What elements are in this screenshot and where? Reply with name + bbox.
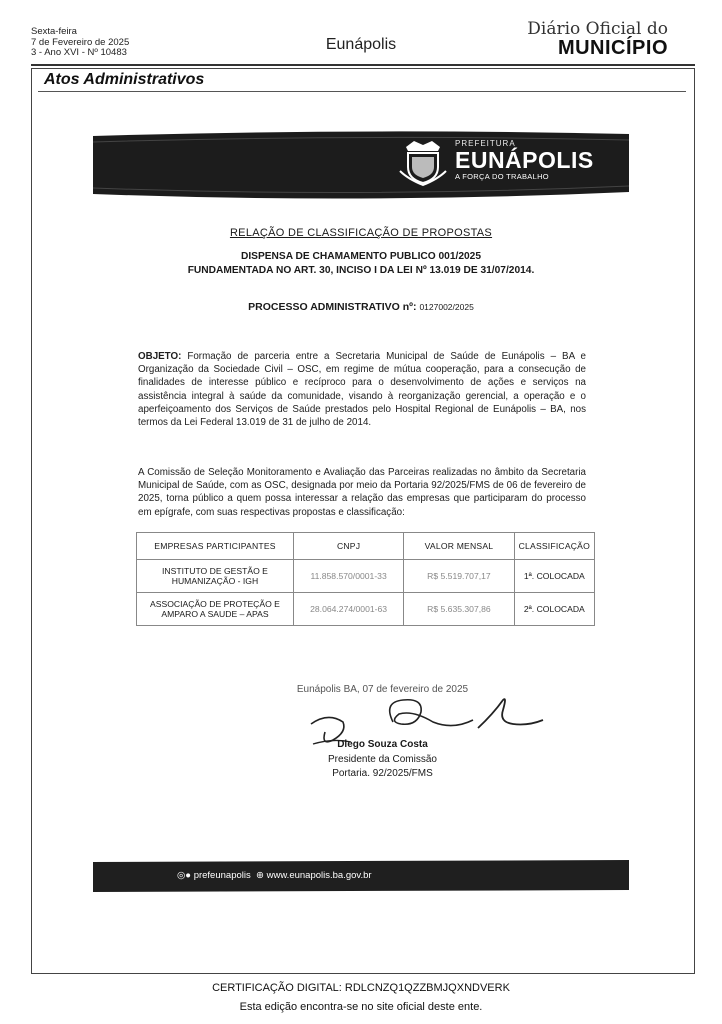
company-name-line2: AMPARO A SAUDE – APAS bbox=[161, 609, 269, 619]
document-title: RELAÇÃO DE CLASSIFICAÇÃO DE PROPOSTAS bbox=[229, 227, 493, 239]
table-row bbox=[137, 593, 595, 626]
company-rank: 1ª. COLOCADA bbox=[514, 560, 594, 593]
document-subtitle-line2: FUNDAMENTADA NO ART. 30, INCISO I DA LEI Nº 13.019 DE 31/07/2014. bbox=[187, 265, 535, 276]
classification-table bbox=[136, 532, 595, 626]
objeto-paragraph bbox=[138, 350, 586, 429]
banner-brand bbox=[455, 139, 594, 181]
social-handle: prefeunapolis bbox=[193, 870, 251, 881]
header-divider bbox=[31, 64, 695, 66]
digital-certification: CERTIFICAÇÃO DIGITAL: RDLCNZQ1QZZBMJQXNDVERK bbox=[212, 982, 510, 994]
banner-prefix: PREFEITURA bbox=[455, 139, 516, 148]
instagram-icon: ◎ bbox=[177, 870, 186, 881]
website-link[interactable]: www.eunapolis.ba.gov.br bbox=[266, 870, 372, 881]
globe-icon: ⊕ bbox=[256, 870, 264, 881]
document-subtitle-line1: DISPENSA DE CHAMAMENTO PUBLICO 001/2025 bbox=[240, 251, 482, 262]
objeto-label: OBJETO: bbox=[138, 351, 182, 362]
footer-contacts bbox=[177, 870, 372, 881]
company-name-line2: HUMANIZAÇÃO - IGH bbox=[171, 576, 259, 586]
company-name bbox=[137, 560, 294, 593]
signature-place-date: Eunápolis BA, 07 de fevereiro de 2025 bbox=[296, 684, 469, 695]
table-row bbox=[137, 560, 595, 593]
header-monthly-value: VALOR MENSAL bbox=[404, 533, 514, 560]
header-companies: EMPRESAS PARTICIPANTES bbox=[137, 533, 294, 560]
process-number: 0127002/2025 bbox=[419, 302, 474, 312]
signer-role: Presidente da Comissão bbox=[328, 753, 437, 765]
company-value: R$ 5.519.707,17 bbox=[404, 560, 514, 593]
company-name-line1: ASSOCIAÇÃO DE PROTEÇÃO E bbox=[150, 599, 280, 609]
company-name-line1: INSTITUTO DE GESTÃO E bbox=[162, 566, 268, 576]
company-name bbox=[137, 593, 294, 626]
signer-portaria: Portaria. 92/2025/FMS bbox=[332, 768, 433, 779]
table-header-row bbox=[137, 533, 595, 560]
company-rank: 2ª. COLOCADA bbox=[514, 593, 594, 626]
header-date: 7 de Fevereiro de 2025 bbox=[31, 36, 130, 48]
process-number-line bbox=[0, 301, 722, 313]
journal-logo-line1: Diário Oficial do bbox=[527, 19, 668, 39]
page-frame bbox=[31, 68, 695, 974]
company-cnpj: 11.858.570/0001-33 bbox=[293, 560, 403, 593]
header-weekday: Sexta-feira bbox=[31, 26, 77, 37]
company-value: R$ 5.635.307,86 bbox=[404, 593, 514, 626]
section-title: Atos Administrativos bbox=[44, 71, 205, 88]
signer-name: Diego Souza Costa bbox=[337, 739, 428, 750]
banner-tagline: A FORÇA DO TRABALHO bbox=[455, 172, 549, 181]
journal-logo-line2: MUNICÍPIO bbox=[557, 37, 668, 59]
header-cnpj: CNPJ bbox=[293, 533, 403, 560]
facebook-icon: ● bbox=[185, 870, 192, 881]
edition-notice: Esta edição encontra-se no site oficial deste ente. bbox=[239, 1001, 483, 1013]
header-classification: CLASSIFICAÇÃO bbox=[514, 533, 594, 560]
city-crest-icon bbox=[398, 137, 448, 187]
header-edition: 3 - Ano XVI - Nº 10483 bbox=[31, 47, 127, 58]
banner-name: EUNÁPOLIS bbox=[455, 147, 594, 173]
header-city: Eunápolis bbox=[325, 36, 397, 53]
document-subtitle bbox=[0, 250, 722, 278]
company-cnpj: 28.064.274/0001-63 bbox=[293, 593, 403, 626]
section-divider bbox=[38, 91, 686, 92]
objeto-text: Formação de parceria entre a Secretaria Municipal de Saúde de Eunápolis – BA e Organização da Sociedade Civil – OSC, em regime de mútua cooperação, para a consecução de finalidades de interesse público e recíproco para o desenvolvimento de ações e serviços na assistência integral à saúde da comunidade, visando à reorganização gerencial, a operação e o aperfeiçoamento dos Serviços de Saúde prestados pelo Hospital Regional de Eunápolis – BA, nos termos da Lei Federal 13.019 de 31 de julho de 2014. bbox=[138, 351, 586, 429]
commission-paragraph: A Comissão de Seleção Monitoramento e Avaliação das Parceiras realizadas no âmbito da Secretaria Municipal de Saúde, com as OSC, designada por meio da Portaria 92/2025/FMS de 06 de fevereiro de 2025, torna público a quem possa interessar a relação das empresas que participaram do processo em epígrafe, com suas respectivas propostas e classificação: bbox=[138, 467, 586, 518]
journal-logo bbox=[527, 20, 668, 58]
signer-block bbox=[0, 738, 722, 782]
process-label: PROCESSO ADMINISTRATIVO nº: bbox=[248, 301, 417, 313]
